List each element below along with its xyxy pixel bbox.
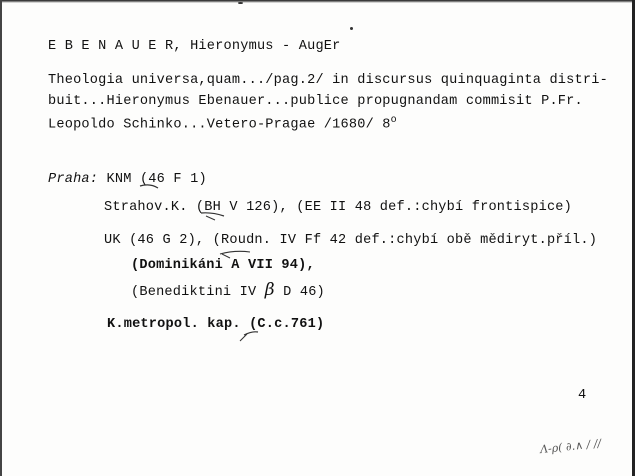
metropol-tick-mark bbox=[240, 334, 247, 341]
uk-benediktini bbox=[131, 282, 325, 300]
benediktini-beta: β bbox=[264, 280, 275, 300]
strahov-holding: Strahov.K. (BH V 126), (EE II 48 def.:chybí frontispice) bbox=[104, 200, 573, 215]
handwritten-note: Λ-ρ( ∂.∧ / // bbox=[539, 436, 602, 457]
title-line-3-text: Leopoldo Schinko...Vetero-Pragae /1680/ 8 bbox=[48, 117, 391, 133]
benediktini-pre: (Benediktini IV bbox=[131, 285, 257, 300]
city-label: Praha: bbox=[48, 172, 99, 187]
page-number: 4 bbox=[578, 388, 587, 403]
title-line-2: buit...Hieronymus Ebenauer...publice propugnandam commisit P.Fr. bbox=[48, 94, 583, 109]
author-heading: E B E N A U E R, Hieronymus - AugEr bbox=[48, 39, 341, 54]
ink-speck bbox=[350, 27, 353, 30]
format-superscript: o bbox=[390, 115, 397, 126]
strahov-tick-mark bbox=[206, 216, 215, 220]
praha-line bbox=[48, 173, 207, 187]
ink-speck bbox=[238, 2, 243, 4]
uk-holding: UK (46 G 2), (Roudn. IV Ff 42 def.:chybí obě mědiryt.příl.) bbox=[104, 233, 598, 248]
title-line-3 bbox=[48, 116, 397, 132]
benediktini-post: D 46) bbox=[283, 285, 325, 300]
title-line-1: Theologia universa,quam.../pag.2/ in discursus quinquaginta distri- bbox=[48, 73, 608, 88]
knm-holding: KNM (46 F 1) bbox=[106, 172, 207, 187]
uk-underline-mark bbox=[220, 251, 250, 254]
uk-dominikani: (Dominikáni A VII 94), bbox=[131, 258, 315, 273]
card-left-edge bbox=[0, 0, 2, 476]
card-top-edge bbox=[0, 0, 635, 3]
metropol-underline-mark bbox=[244, 332, 258, 335]
metropol-holding: K.metropol. kap. (C.c.761) bbox=[107, 317, 325, 332]
